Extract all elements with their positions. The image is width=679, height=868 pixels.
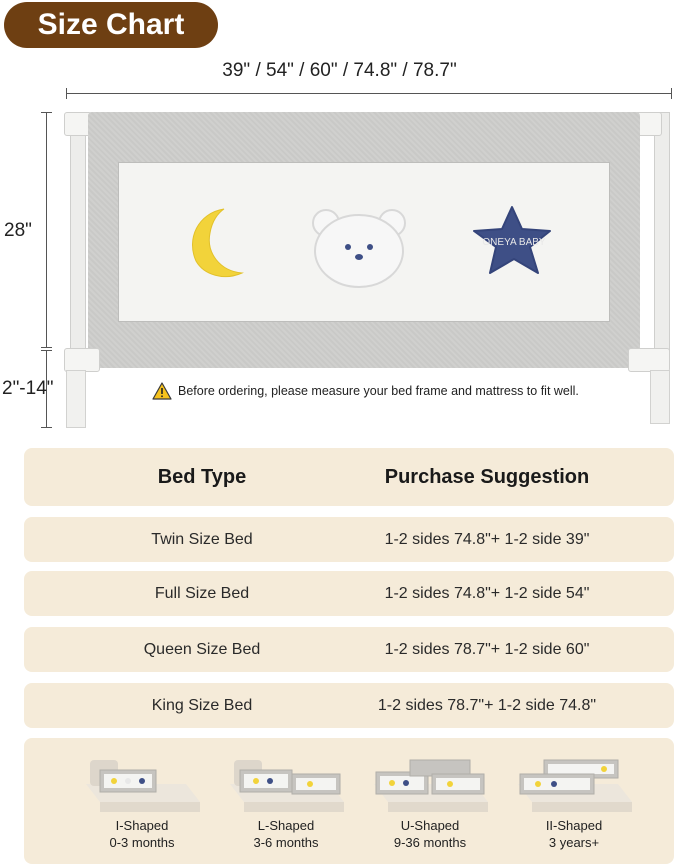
- shape-l: [216, 738, 356, 864]
- right-bottom-clamp: [628, 348, 670, 372]
- bed-type-cell: Twin Size Bed: [151, 530, 253, 548]
- moon-icon: [180, 205, 246, 281]
- shape-ii: [504, 738, 644, 864]
- suggestion-cell: 1-2 sides 74.8"+ 1-2 side 39": [384, 530, 590, 548]
- shape-name: L-Shaped: [257, 818, 315, 833]
- left-post: [70, 112, 86, 364]
- right-post: [654, 112, 670, 364]
- shape-u: [360, 738, 500, 864]
- shape-age: 0-3 months: [109, 835, 175, 850]
- shape-i: [72, 738, 212, 864]
- left-bottom-clamp: [64, 348, 100, 372]
- shape-name: I-Shaped: [115, 818, 169, 833]
- suggestion-cell: 1-2 sides 74.8"+ 1-2 side 54": [384, 584, 590, 602]
- shape-name: II-Shaped: [545, 818, 603, 833]
- lift-dimension-label: 2"-14": [2, 378, 54, 399]
- shape-age: 3 years+: [548, 835, 600, 850]
- right-foot: [650, 370, 670, 424]
- left-foot: [66, 370, 86, 428]
- suggestion-cell: 1-2 sides 78.7"+ 1-2 side 74.8": [377, 696, 597, 714]
- table-row: [24, 571, 674, 616]
- warning-icon: [152, 382, 172, 400]
- width-dimension-line: [66, 93, 672, 94]
- suggestion-cell: 1-2 sides 78.7"+ 1-2 side 60": [384, 640, 590, 658]
- warning-note: [152, 382, 579, 400]
- shape-age: 3-6 months: [253, 835, 319, 850]
- header-bed-type: Bed Type: [157, 465, 247, 488]
- bear-face-icon: [310, 207, 408, 289]
- panel-brand-text: ONEYA BABY: [482, 237, 546, 248]
- bed-type-cell: Full Size Bed: [154, 584, 250, 602]
- table-row: [24, 683, 674, 728]
- header-purchase-suggestion: Purchase Suggestion: [384, 465, 590, 488]
- bed-type-cell: Queen Size Bed: [143, 640, 261, 658]
- bed-l-shaped-image: [226, 750, 346, 816]
- height-dimension-label: 28": [4, 220, 32, 241]
- bed-ii-shaped-image: [514, 750, 634, 816]
- table-row: [24, 517, 674, 562]
- size-chart-badge: Size Chart: [4, 2, 218, 48]
- star-icon: [470, 205, 558, 275]
- bed-u-shaped-image: [370, 750, 490, 816]
- bed-type-cell: King Size Bed: [151, 696, 253, 714]
- table-row: [24, 627, 674, 672]
- width-dimension-label: 39" / 54" / 60" / 74.8" / 78.7": [222, 60, 457, 81]
- table-header-row: [24, 448, 674, 506]
- bed-i-shaped-image: [82, 750, 202, 816]
- shape-name: U-Shaped: [400, 818, 460, 833]
- shape-age: 9-36 months: [393, 835, 467, 850]
- height-dimension-line: [46, 112, 47, 348]
- warning-text: Before ordering, please measure your bed frame and mattress to fit well.: [178, 384, 579, 398]
- configuration-shapes: [24, 738, 674, 864]
